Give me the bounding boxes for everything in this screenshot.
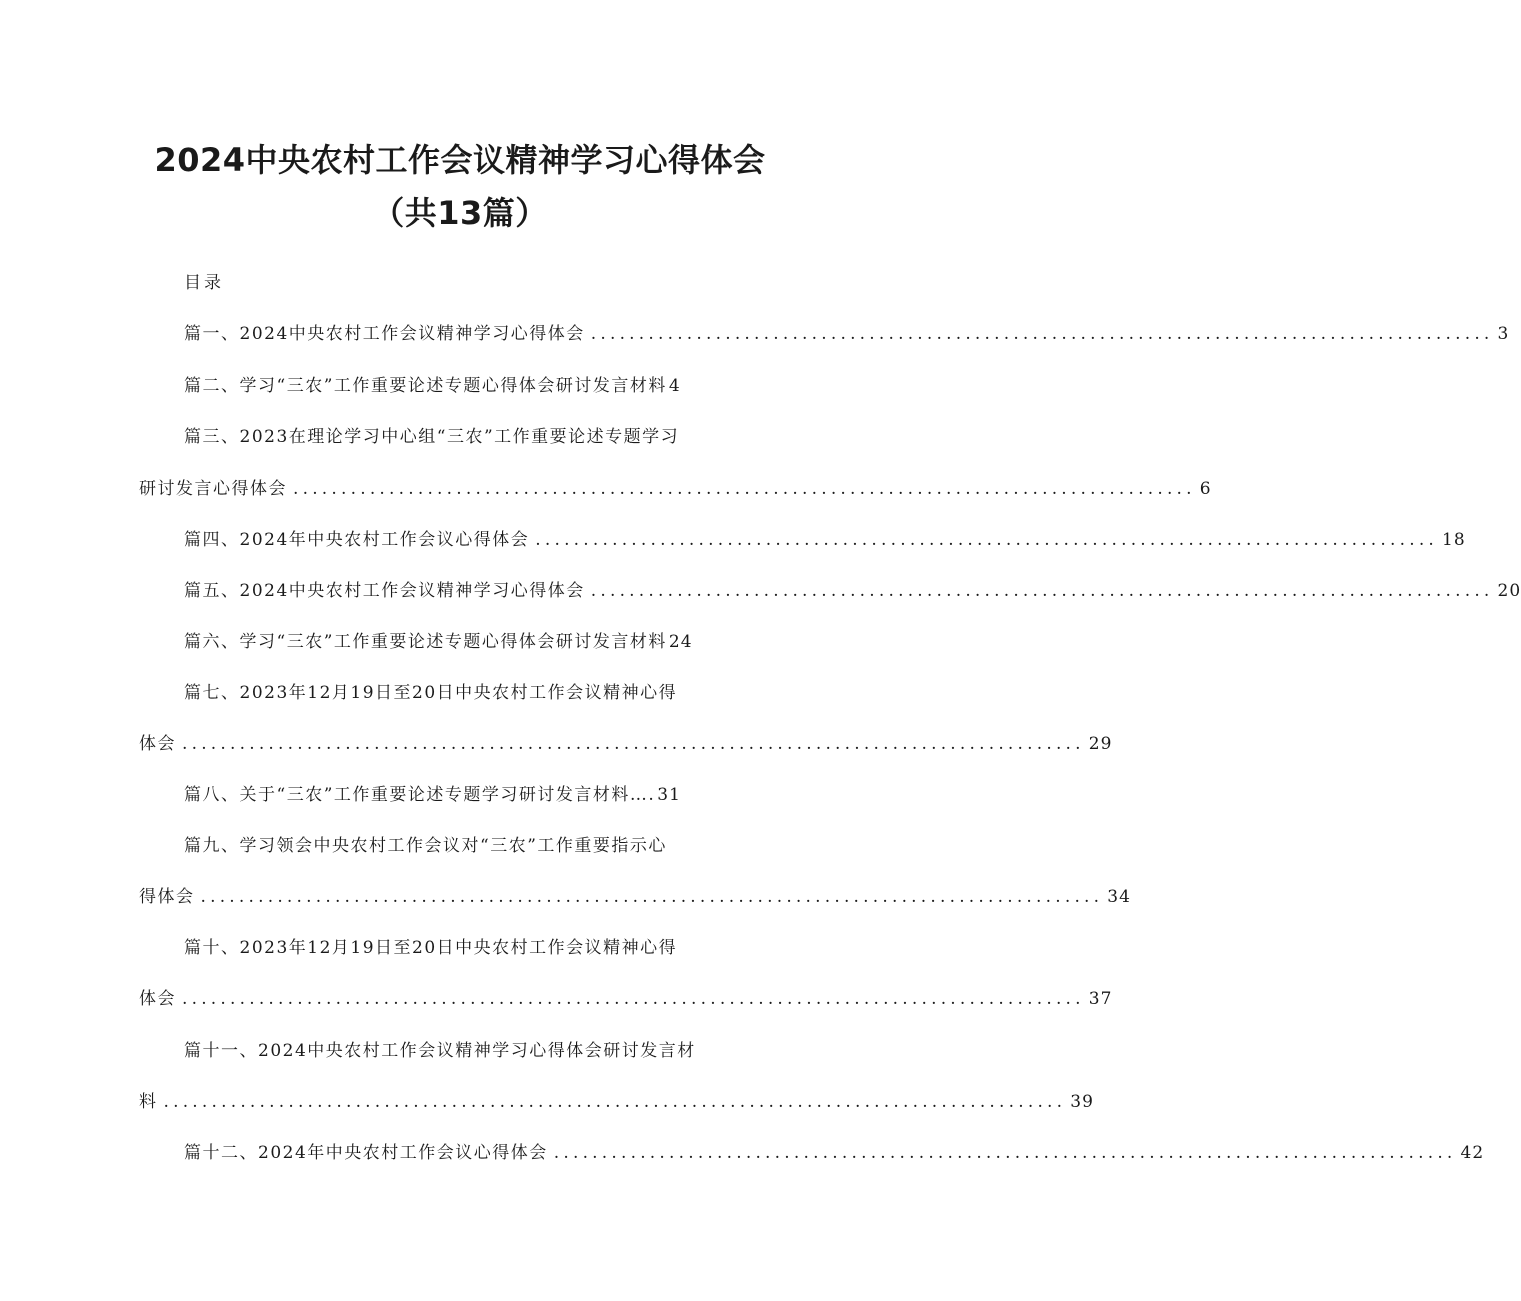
- toc-entry-11[interactable]: [139, 1089, 1094, 1115]
- toc-page-number: 37: [1088, 989, 1113, 1009]
- toc-entry-12[interactable]: [184, 1140, 1485, 1166]
- toc-heading: 目录: [184, 273, 224, 293]
- toc-entry-1[interactable]: [184, 321, 1510, 347]
- toc-page-number: 24: [668, 632, 693, 652]
- toc-entry-title-cont: 体会: [139, 989, 176, 1009]
- toc-entry-8[interactable]: [184, 782, 778, 808]
- toc-entry-7[interactable]: [139, 731, 1113, 757]
- toc-entry-3-line1[interactable]: 篇三、2023在理论学习中心组“三农”工作重要论述专题学习: [184, 427, 680, 447]
- toc-page-number: 34: [1107, 887, 1131, 907]
- toc-page-number: 39: [1070, 1092, 1094, 1112]
- document-title: 2024中央农村工作会议精神学习心得体会: [154, 141, 766, 179]
- toc-page-number: 4: [668, 376, 681, 396]
- toc-entry-2[interactable]: [184, 373, 770, 399]
- toc-leader-dots: ..............................................................................................: [590, 324, 1494, 344]
- toc-leader-dots: ..............................................................................................: [200, 887, 1104, 907]
- toc-entry-11-line1[interactable]: 篇十一、2024中央农村工作会议精神学习心得体会研讨发言材: [184, 1041, 696, 1061]
- toc-page-number: 6: [1199, 479, 1212, 499]
- toc-leader-dots: ..............................................................................................: [182, 989, 1085, 1009]
- toc-entry-4[interactable]: [184, 527, 1466, 553]
- toc-leader-dots: ..............................................................................................: [182, 734, 1085, 754]
- toc-page-number: 29: [1088, 734, 1113, 754]
- toc-leader-dots: ..............................................................................................: [293, 479, 1196, 499]
- toc-entry-10-line1[interactable]: 篇十、2023年12月19日至20日中央农村工作会议精神心得: [184, 938, 678, 958]
- toc-page-number: 20: [1497, 581, 1521, 601]
- toc-leader-dots: ..............................................................................................: [163, 1092, 1067, 1112]
- toc-entry-title: 篇一、2024中央农村工作会议精神学习心得体会: [184, 324, 585, 344]
- toc-entry-10[interactable]: [139, 986, 1113, 1012]
- toc-entry-title-cont: 研讨发言心得体会: [139, 479, 287, 499]
- toc-entry-title: 篇四、2024年中央农村工作会议心得体会: [184, 530, 530, 550]
- toc-entry-9-line1[interactable]: 篇九、学习领会中央农村工作会议对“三农”工作重要指示心: [184, 836, 667, 856]
- toc-leader-dots: ..............................................................................................: [535, 530, 1439, 550]
- toc-page-number: 3: [1497, 324, 1510, 344]
- toc-entry-title-cont: 料: [139, 1092, 158, 1112]
- toc-entry-7-line1[interactable]: 篇七、2023年12月19日至20日中央农村工作会议精神心得: [184, 683, 678, 703]
- toc-entry-5[interactable]: [184, 578, 1521, 604]
- toc-page-number: 31: [657, 785, 681, 805]
- document-subtitle-count: （共13篇）: [372, 194, 548, 232]
- toc-entry-title: 篇五、2024中央农村工作会议精神学习心得体会: [184, 581, 585, 601]
- toc-page-number: 42: [1460, 1143, 1485, 1163]
- toc-entry-title-cont: 体会: [139, 734, 176, 754]
- toc-page-number: 18: [1442, 530, 1466, 550]
- toc-entry-9[interactable]: [139, 884, 1131, 910]
- toc-entry-title: 篇二、学习“三农”工作重要论述专题心得体会研讨发言材料: [184, 376, 667, 396]
- toc-entry-6[interactable]: [184, 629, 778, 655]
- toc-leader-dots: ..............................................................................................: [590, 581, 1494, 601]
- toc-entry-title: 篇六、学习“三农”工作重要论述专题心得体会研讨发言材料: [184, 632, 667, 652]
- toc-entry-title: 篇十二、2024年中央农村工作会议心得体会: [184, 1143, 548, 1163]
- toc-leader-dots: ..............................................................................................: [553, 1143, 1457, 1163]
- toc-entry-title: 篇八、关于“三农”工作重要论述专题学习研讨发言材料….: [184, 785, 656, 805]
- toc-entry-title-cont: 得体会: [139, 887, 195, 907]
- toc-entry-3[interactable]: [139, 476, 1212, 502]
